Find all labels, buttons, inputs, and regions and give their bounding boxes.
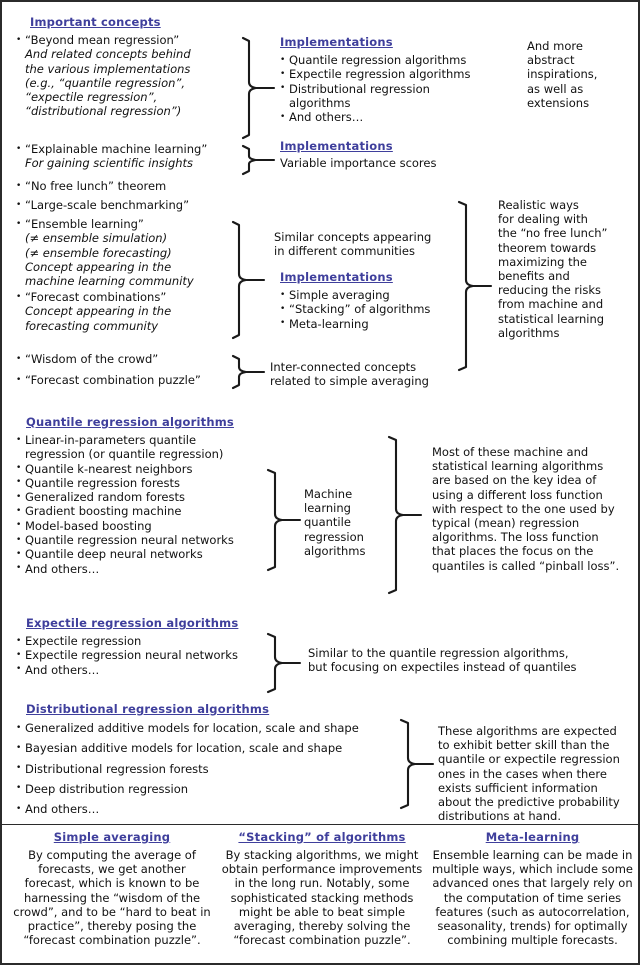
- panel-line: crowd”, and to be “hard to beat in: [13, 904, 211, 919]
- note-line: Inter-connected concepts: [270, 360, 417, 374]
- note-expectile-similarity: [308, 646, 638, 674]
- list-item: • Model-based boosting: [16, 519, 281, 533]
- label-line: learning: [304, 501, 351, 516]
- note-line: statistical learning: [498, 311, 605, 326]
- list-item: • Linear-in-parameters quantile: [16, 433, 281, 447]
- list-item: • Distributional regression forests: [16, 762, 416, 776]
- heading-quantile-regression-algorithms: Quantile regression algorithms: [26, 415, 234, 429]
- brace-quantile-list-to-label: [263, 468, 303, 572]
- brace-explainable-to-implementations: [236, 144, 276, 176]
- note-line: algorithms. The loss function: [432, 530, 599, 545]
- list-item: • Quantile deep neural networks: [16, 547, 281, 561]
- panel-line: “forecast combination puzzle”.: [23, 933, 201, 948]
- note-abstract-inspirations: [527, 39, 637, 110]
- panel-line: features (such as autocorrelation,: [435, 904, 630, 919]
- concept-title: • “Beyond mean regression”: [16, 33, 236, 47]
- note-line: theorem towards: [498, 240, 597, 255]
- concept-note: the various implementations: [25, 61, 191, 76]
- panel-simple-averaging: [12, 830, 212, 947]
- panel-line: forecasts, we get another: [38, 862, 186, 877]
- impl-block-beyond-mean: [280, 35, 490, 124]
- panel-line: advanced ones that largely rely on: [432, 876, 633, 891]
- heading-distributional-regression-algorithms: Distributional regression algorithms: [26, 702, 270, 716]
- panel-line: seasonality, trends) for optimally: [437, 919, 628, 934]
- heading-implementations: Implementations: [280, 270, 393, 284]
- list-item: • Gradient boosting machine: [16, 504, 281, 518]
- panel-heading: Meta-learning: [485, 830, 580, 844]
- heading-expectile-regression-algorithms: Expectile regression algorithms: [26, 616, 239, 630]
- concept-title: • “Ensemble learning”: [16, 217, 251, 231]
- concept-item-explainable-ml: [16, 142, 251, 171]
- panel-heading: “Stacking” of algorithms: [238, 830, 406, 844]
- note-line: reducing the risks: [498, 283, 601, 298]
- heading-important-concepts: Important concepts: [30, 15, 161, 29]
- panel-stacking-of-algorithms: [217, 830, 427, 947]
- panel-line: harnessing the “wisdom of the: [23, 890, 201, 905]
- impl-item: • Quantile regression algorithms: [280, 53, 490, 67]
- note-line: Similar to the quantile regression algorithms,: [308, 646, 569, 660]
- panel-line: averaging, thereby solving the: [233, 919, 411, 934]
- note-line: the “no free lunch”: [498, 226, 608, 241]
- concept-note: machine learning community: [25, 274, 194, 289]
- impl-item: • And others…: [280, 110, 490, 124]
- impl-item: • Simple averaging: [280, 288, 490, 302]
- impl-item: Variable importance scores: [280, 156, 437, 170]
- note-line: Similar concepts appearing: [274, 230, 432, 244]
- note-line: from machine and: [498, 297, 604, 312]
- note-line: algorithms: [498, 325, 560, 340]
- panel-line: obtain performance improvements: [221, 862, 423, 877]
- note-quantile-loss-function: [432, 445, 638, 573]
- list-item: • And others…: [16, 802, 416, 816]
- note-line: typical (mean) regression: [432, 516, 580, 531]
- note-line: quantile or expectile regression: [438, 752, 620, 767]
- concept-note: (≠ ensemble forecasting): [25, 245, 172, 260]
- note-line: extensions: [527, 95, 590, 110]
- note-realistic-ways: [498, 198, 638, 340]
- note-line: about the predictive probability: [438, 795, 620, 810]
- note-line: with respect to the one used by: [432, 501, 615, 516]
- panel-line: combining multiple forecasts.: [447, 933, 618, 948]
- heading-implementations: Implementations: [280, 35, 393, 49]
- impl-item: • Meta-learning: [280, 317, 490, 331]
- impl-item: • Distributional regression algorithms: [280, 82, 490, 111]
- list-distributional-algorithms: [16, 721, 416, 816]
- brace-beyond-mean-to-implementations: [236, 36, 276, 140]
- concept-title: • “Wisdom of the crowd”: [16, 352, 251, 366]
- note-line: that places the focus on the: [432, 544, 594, 559]
- list-item: • And others…: [16, 663, 266, 677]
- concept-title: • “Forecast combinations”: [16, 290, 251, 304]
- label-line: regression: [304, 529, 364, 544]
- concept-item-forecast-combinations: [16, 290, 251, 333]
- concept-item-no-free-lunch: [16, 179, 251, 193]
- note-line: Realistic ways: [498, 198, 579, 212]
- list-quantile-algorithms: [16, 433, 281, 576]
- note-distributional-skill: [438, 724, 638, 823]
- list-item: • Quantile k-nearest neighbors: [16, 462, 281, 476]
- list-item: • Expectile regression neural networks: [16, 648, 266, 662]
- bottom-divider: [2, 824, 638, 825]
- impl-item: • Expectile regression algorithms: [280, 67, 490, 81]
- note-line: quantiles is called “pinball loss”.: [432, 558, 620, 573]
- panel-line: “forecast combination puzzle”.: [233, 933, 411, 948]
- concept-note: And related concepts behind: [25, 47, 191, 62]
- panel-line: By stacking algorithms, we might: [225, 848, 419, 862]
- panel-line: practice”, thereby posing the: [27, 919, 197, 934]
- list-item-cont: regression (or quantile regression): [25, 447, 224, 462]
- panel-line: Ensemble learning can be made in: [432, 848, 633, 862]
- concept-title: • “Large-scale benchmarking”: [16, 198, 251, 212]
- brace-distributional-list-to-note: [396, 718, 436, 810]
- brace-ensemble-to-similar-concepts: [226, 220, 266, 340]
- concept-note: Concept appearing in the: [25, 304, 172, 319]
- concept-note: “distributional regression”): [25, 104, 182, 119]
- concept-title: • “Explainable machine learning”: [16, 142, 251, 156]
- list-item: • And others…: [16, 562, 281, 576]
- impl-block-explainable-ml: [280, 139, 490, 171]
- concept-title: • “Forecast combination puzzle”: [16, 373, 251, 387]
- concept-note: “expectile regression”,: [25, 90, 158, 105]
- panel-line: in the long run. Notably, some: [234, 876, 410, 891]
- brace-wisdom-to-interconnected: [226, 354, 266, 390]
- note-line: distributions at hand.: [438, 809, 561, 824]
- note-line: inspirations,: [527, 67, 598, 82]
- note-line: maximizing the: [498, 254, 587, 269]
- brace-expectile-list-to-note: [263, 632, 303, 694]
- note-line: related to simple averaging: [270, 374, 429, 389]
- note-line: exists sufficient information: [438, 780, 598, 795]
- note-line: abstract: [527, 53, 575, 68]
- list-item: • Generalized random forests: [16, 490, 281, 504]
- panel-line: multiple ways, which include some: [432, 862, 633, 877]
- brace-label-to-quantile-note: [384, 435, 424, 595]
- concept-item-forecast-combination-puzzle: [16, 373, 251, 387]
- note-line: These algorithms are expected: [438, 724, 617, 738]
- concept-note: Concept appearing in the: [25, 259, 172, 274]
- impl-item: • “Stacking” of algorithms: [280, 302, 490, 316]
- panel-meta-learning: [430, 830, 635, 947]
- note-line: as well as: [527, 81, 584, 96]
- panel-line: sophisticated stacking methods: [230, 890, 414, 905]
- concept-note: (e.g., “quantile regression”,: [25, 75, 186, 90]
- list-item: • Bayesian additive models for location, scale and shape: [16, 741, 416, 755]
- panel-heading: Simple averaging: [53, 830, 171, 844]
- panel-line: By computing the average of: [28, 848, 196, 862]
- note-line: benefits and: [498, 269, 570, 284]
- concept-note: (≠ ensemble simulation): [25, 231, 168, 246]
- note-similar-concepts: [274, 230, 484, 258]
- list-item: • Deep distribution regression: [16, 782, 416, 796]
- concept-item-ensemble-learning: [16, 217, 251, 288]
- label-line: algorithms: [304, 543, 366, 558]
- note-line: statistical learning algorithms: [432, 459, 604, 474]
- panel-line: might be able to beat simple: [238, 904, 406, 919]
- panel-line: the computation of time series: [443, 890, 622, 905]
- label-ml-quantile-regression-algorithms: [304, 487, 384, 558]
- concept-item-large-scale-benchmarking: [16, 198, 251, 212]
- concept-item-beyond-mean-regression: [16, 33, 236, 119]
- label-line: Machine: [304, 487, 353, 501]
- list-item: • Quantile regression forests: [16, 476, 281, 490]
- heading-implementations: Implementations: [280, 139, 393, 153]
- brace-similar-to-realistic-ways: [454, 200, 494, 372]
- panel-line: forecast, which is known to be: [24, 876, 200, 891]
- list-item: • Generalized additive models for location, scale and shape: [16, 721, 416, 735]
- list-expectile-algorithms: [16, 634, 266, 677]
- note-line: Most of these machine and: [432, 445, 589, 459]
- concept-title: • “No free lunch” theorem: [16, 179, 251, 193]
- concept-note: For gaining scientific insights: [25, 156, 194, 171]
- note-line: to exhibit better skill than the: [438, 738, 610, 753]
- list-item: • Quantile regression neural networks: [16, 533, 281, 547]
- note-line: ones in the cases when there: [438, 766, 607, 781]
- note-line: for dealing with: [498, 212, 588, 227]
- note-line: And more: [527, 39, 583, 53]
- concept-item-wisdom-of-the-crowd: [16, 352, 251, 366]
- note-line: but focusing on expectiles instead of quantiles: [308, 660, 577, 675]
- note-line: are based on the key idea of: [432, 473, 597, 488]
- list-item: • Expectile regression: [16, 634, 266, 648]
- note-line: using a different loss function: [432, 487, 603, 502]
- concept-note: forecasting community: [25, 318, 159, 333]
- note-line: in different communities: [274, 244, 415, 259]
- note-interconnected-concepts: [270, 360, 500, 388]
- label-line: quantile: [304, 515, 351, 530]
